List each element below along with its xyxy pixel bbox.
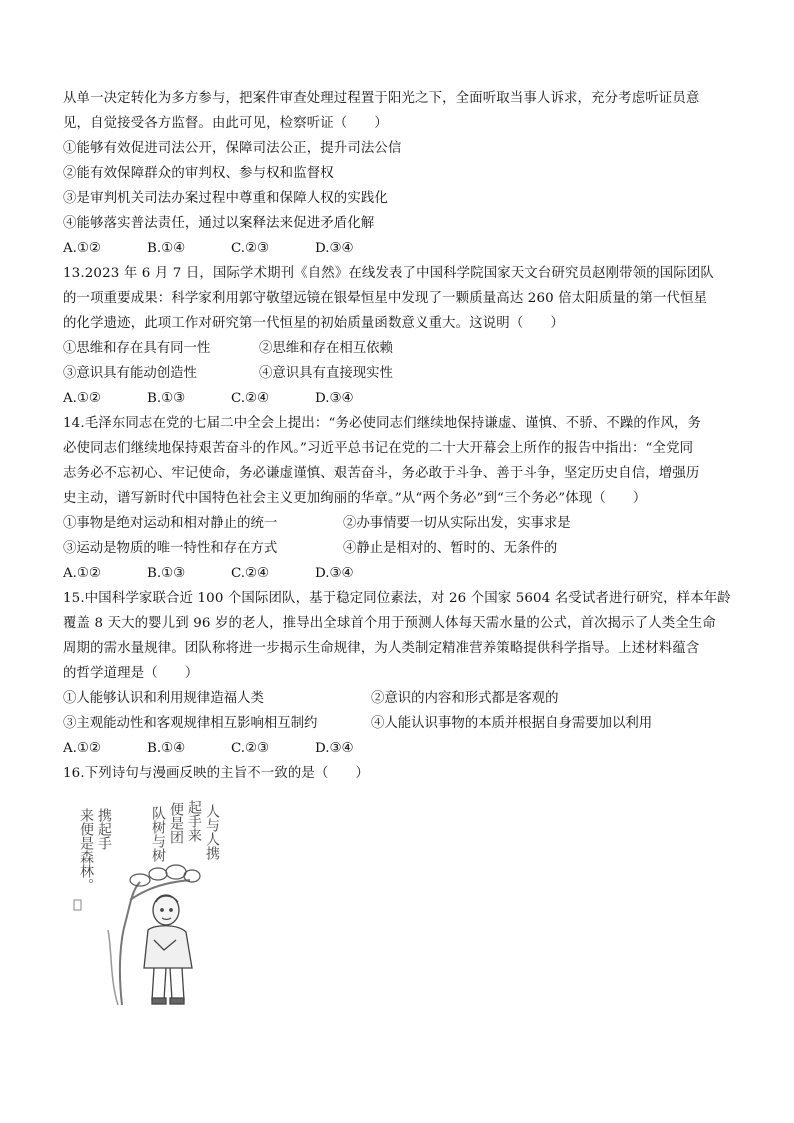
calligraphy-column: 来便是森林。	[78, 808, 94, 892]
q12-stem-line: 从单一决定转化为多方参与，把案件审查处理过程置于阳光之下，全面听取当事人诉求，充分考虑听证员意	[63, 91, 700, 106]
choice-c: C.②④	[231, 566, 270, 581]
q12-option: ③是审判机关司法办案过程中尊重和保障人权的实践化	[63, 191, 388, 206]
choice-d: D.③④	[315, 566, 354, 581]
q14-stem-line: 必使同志们继续地保持艰苦奋斗的作风。”习近平总书记在党的二十大开幕会上所作的报告中指出：“全党同	[63, 441, 694, 456]
choice-d: D.③④	[315, 391, 354, 406]
choice-b: B.①③	[147, 391, 186, 406]
calligraphy-column: 便是团	[168, 802, 184, 844]
choice-c: C.②③	[231, 741, 270, 756]
choice-d: D.③④	[315, 741, 354, 756]
choice-d: D.③④	[315, 241, 354, 256]
choice-a: A.①②	[63, 241, 101, 256]
q12-option: ②能有效保障群众的审判权、参与权和监督权	[63, 166, 334, 181]
q13-choices	[63, 389, 354, 409]
q14-stem-line: 14.毛泽东同志在党的七届二中全会上提出：“务必使同志们继续地保持谦虚、谨慎、不骄、不躁的作风，务	[63, 416, 702, 431]
q15-stem-line: 的哲学道理是（ ）	[63, 666, 199, 681]
choice-b: B.①③	[147, 566, 186, 581]
q15-options-row	[63, 689, 558, 709]
q13-option: ①思维和存在具有同一性	[63, 341, 211, 356]
q15-option: ②意识的内容和形式都是客观的	[371, 691, 559, 706]
q12-stem-line: 见，自觉接受各方监督。由此可见，检察听证（ ）	[63, 116, 388, 131]
q12-option: ④能够落实普法责任，通过以案释法来促进矛盾化解	[63, 216, 375, 231]
choice-a: A.①②	[63, 566, 101, 581]
choice-c: C.②③	[231, 241, 270, 256]
q15-stem-line: 周期的需水量规律。团队称将进一步揭示生命规律，为人类制定精准营养策略提供科学指导。上述材料蕴含	[63, 641, 700, 656]
q13-options-row	[63, 364, 393, 384]
q14-option: ①事物是绝对运动和相对静止的统一	[63, 516, 278, 531]
choice-b: B.①④	[147, 741, 186, 756]
q12-option: ①能够有效促进司法公开，保障司法公正，提升司法公信	[63, 141, 402, 156]
cartoon-illustration	[60, 790, 220, 1010]
q13-stem-line: 的化学遗迹，此项工作对研究第一代恒星的初始质量函数意义重大。这说明（ ）	[63, 316, 565, 331]
q13-options-row	[63, 339, 393, 359]
tree-branch	[108, 930, 118, 1005]
person-figure	[144, 895, 192, 1004]
q15-option: ①人能够认识和利用规律造福人类	[63, 691, 264, 706]
q14-option: ③运动是物质的唯一特性和存在方式	[63, 541, 278, 556]
choice-b: B.①④	[147, 241, 186, 256]
q15-options-row	[63, 714, 652, 734]
q13-option: ③意识具有能动创造性	[63, 366, 197, 381]
q13-option: ②思维和存在相互依赖	[259, 341, 393, 356]
choice-a: A.①②	[63, 741, 101, 756]
choice-a: A.①②	[63, 391, 101, 406]
q15-option: ④人能认识事物的本质并根据自身需要加以利用	[371, 716, 653, 731]
cartoon-drawing	[60, 790, 220, 1010]
q14-stem-line: 史主动，谱写新时代中国特色社会主义更加绚丽的华章。”从“两个务必”到“三个务必”体现（ ）	[63, 491, 647, 506]
q15-stem-line: 15.中国科学家联合近 100 个国际团队，基于稳定同位素法，对 26 个国家 5604 名受试者进行研究，样本年龄	[63, 591, 731, 606]
q15-stem-line: 覆盖 8 天大的婴儿到 96 岁的老人，推导出全球首个用于预测人体每天需水量的公式，首次揭示了人类全生命	[63, 616, 716, 631]
calligraphy-column: 起手来	[186, 800, 202, 842]
q13-option: ④意识具有直接现实性	[259, 366, 393, 381]
calligraphy-column: 携起手	[96, 808, 112, 850]
q15-choices	[63, 739, 354, 759]
q12-choices	[63, 239, 354, 259]
q15-option: ③主观能动性和客观规律相互影响相互制约	[63, 716, 318, 731]
calligraphy-column: 队树与树	[150, 806, 166, 862]
q13-stem-line: 的一项重要成果：科学家利用郭守敬望远镜在银晕恒星中发现了一颗质量高达 260 倍太阳质量的第一代恒星	[63, 291, 708, 306]
q14-stem-line: 志务必不忘初心、牢记使命，务必谦虚谨慎、艰苦奋斗，务必敢于斗争、善于斗争，坚定历史自信，增强历	[63, 466, 700, 481]
q16-stem: 16.下列诗句与漫画反映的主旨不一致的是（ ）	[63, 766, 370, 781]
choice-c: C.②④	[231, 391, 270, 406]
q14-option: ④静止是相对的、暂时的、无条件的	[343, 541, 558, 556]
q14-options-row	[63, 539, 557, 559]
q14-options-row	[63, 514, 571, 534]
seal-stamp	[74, 900, 81, 910]
q14-choices	[63, 564, 354, 584]
calligraphy-column: 人与人携	[204, 804, 220, 860]
q13-stem-line: 13.2023 年 6 月 7 日，国际学术期刊《自然》在线发表了中国科学院国家天文台研究员赵刚带领的国际团队	[63, 266, 714, 281]
q14-option: ②办事情要一切从实际出发，实事求是	[343, 516, 571, 531]
